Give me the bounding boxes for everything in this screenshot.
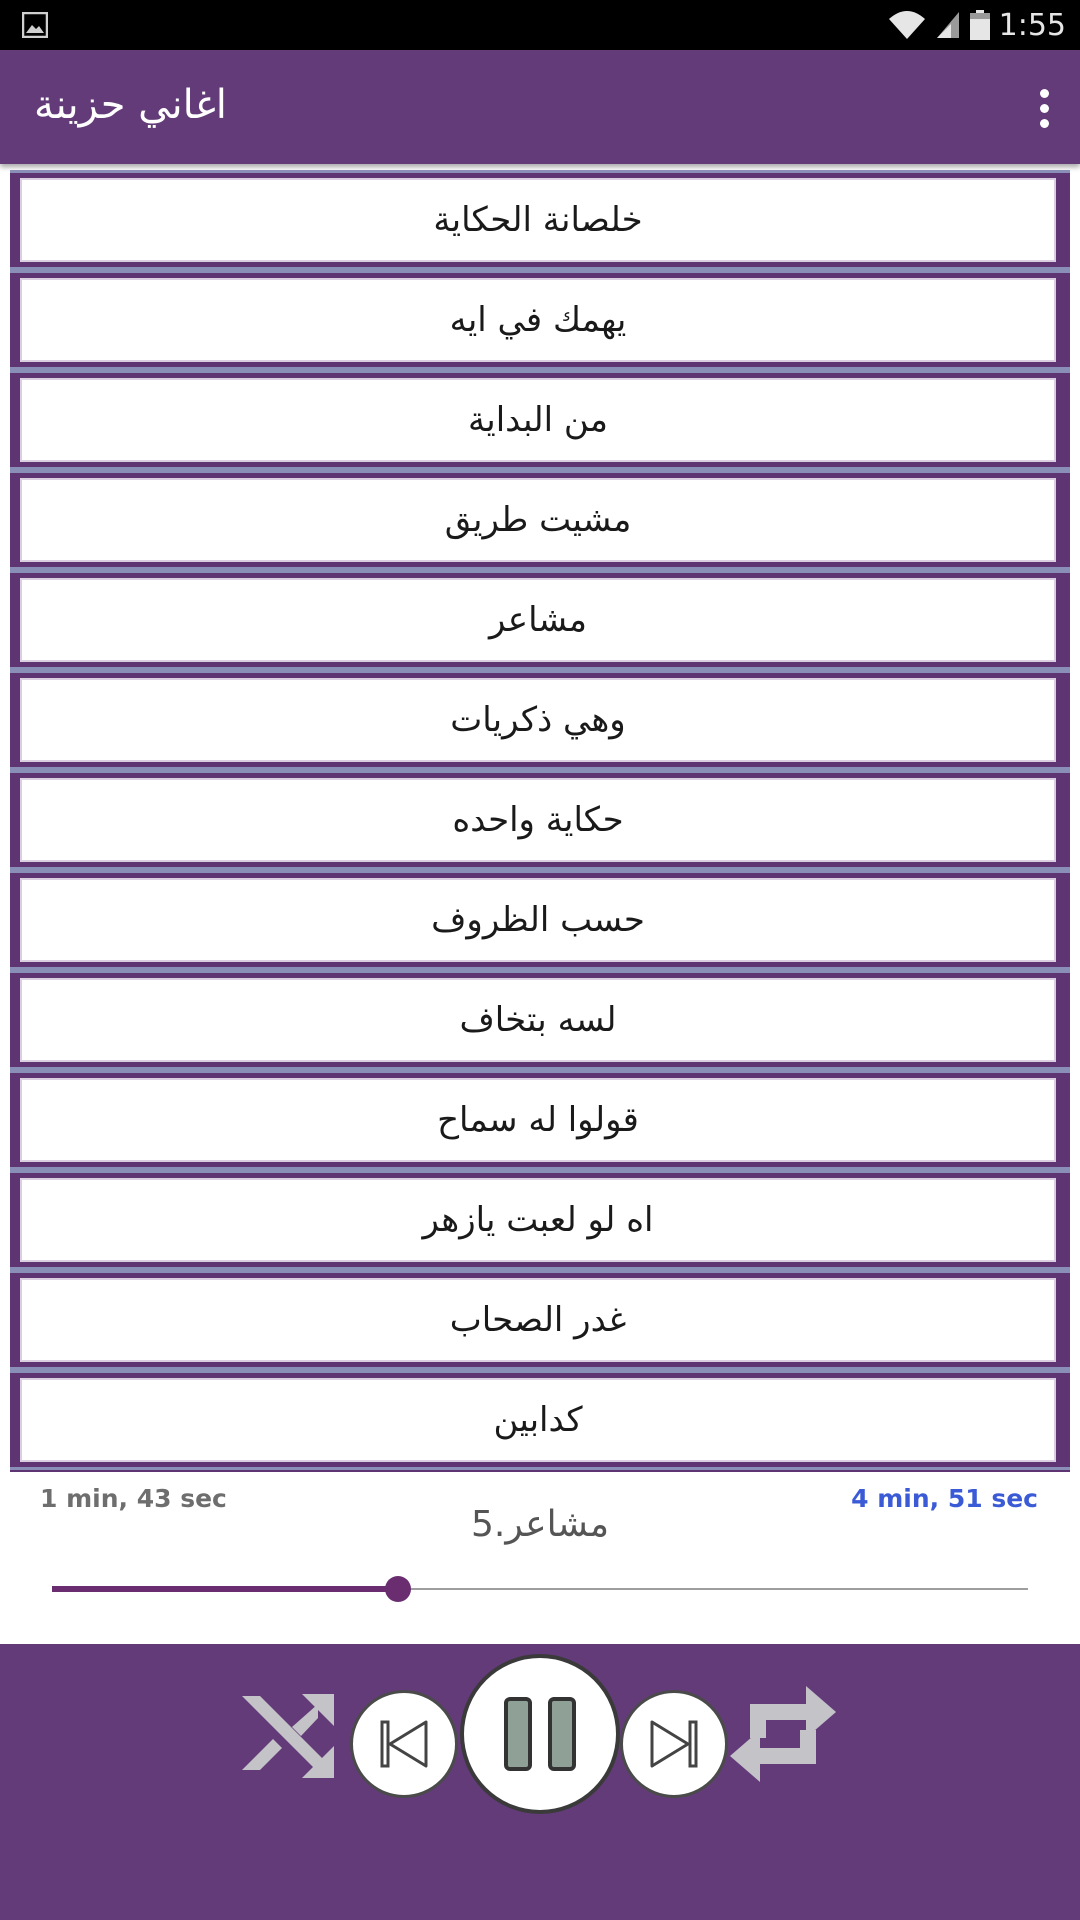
previous-button[interactable] xyxy=(350,1690,458,1798)
play-pause-button[interactable] xyxy=(460,1654,620,1814)
song-list-item[interactable] xyxy=(10,470,1070,570)
image-notification-icon xyxy=(22,12,48,38)
song-list-item[interactable] xyxy=(10,1070,1070,1170)
song-title[interactable]: حسب الظروف xyxy=(20,878,1056,962)
song-title[interactable]: خلصانة الحكاية xyxy=(20,178,1056,262)
song-title[interactable]: مشاعر xyxy=(20,578,1056,662)
skip-previous-icon xyxy=(378,1718,430,1770)
song-list-item[interactable] xyxy=(10,370,1070,470)
total-time: 4 min, 51 sec xyxy=(851,1484,1038,1513)
song-list-item[interactable] xyxy=(10,670,1070,770)
song-list-item[interactable] xyxy=(10,970,1070,1070)
now-playing-title: 5.مشاعر xyxy=(470,1504,610,1545)
song-list-item[interactable] xyxy=(10,1370,1070,1470)
overflow-menu-button[interactable] xyxy=(1026,80,1062,136)
app-title: اغاني حزينة xyxy=(34,82,227,128)
skip-next-icon xyxy=(648,1718,700,1770)
pause-icon xyxy=(502,1695,578,1773)
song-list-item[interactable] xyxy=(10,570,1070,670)
song-list-item[interactable] xyxy=(10,1170,1070,1270)
wifi-icon xyxy=(887,9,927,41)
song-title[interactable]: مشيت طريق xyxy=(20,478,1056,562)
cell-signal-icon xyxy=(935,10,961,40)
status-icons xyxy=(887,0,1066,50)
menu-dot xyxy=(1040,119,1049,128)
battery-icon xyxy=(969,9,991,41)
shuffle-icon[interactable] xyxy=(238,1690,338,1782)
song-list-item[interactable] xyxy=(10,1270,1070,1370)
song-list-item[interactable] xyxy=(10,270,1070,370)
seek-bar-progress xyxy=(52,1586,398,1592)
elapsed-time: 1 min, 43 sec xyxy=(40,1484,227,1513)
menu-dot xyxy=(1040,104,1049,113)
status-bar xyxy=(0,0,1080,50)
song-title[interactable]: اه لو لعبت يازهر xyxy=(20,1178,1056,1262)
app-bar xyxy=(0,50,1080,164)
song-title[interactable]: غدر الصحاب xyxy=(20,1278,1056,1362)
seek-bar[interactable] xyxy=(52,1588,1028,1590)
song-title[interactable]: كدابين xyxy=(20,1378,1056,1462)
playback-controls xyxy=(0,1644,1080,1920)
song-title[interactable]: يهمك في ايه xyxy=(20,278,1056,362)
song-list-item[interactable] xyxy=(10,170,1070,270)
song-list-item[interactable] xyxy=(10,870,1070,970)
song-title[interactable]: وهي ذكريات xyxy=(20,678,1056,762)
song-title[interactable]: لسه بتخاف xyxy=(20,978,1056,1062)
next-button[interactable] xyxy=(620,1690,728,1798)
song-list[interactable] xyxy=(10,170,1070,1472)
song-title[interactable]: قولوا له سماح xyxy=(20,1078,1056,1162)
status-time: 1:55 xyxy=(998,7,1066,43)
menu-dot xyxy=(1040,89,1049,98)
repeat-icon[interactable] xyxy=(728,1682,838,1786)
seek-bar-thumb[interactable] xyxy=(385,1576,411,1602)
song-title[interactable]: حكاية واحده xyxy=(20,778,1056,862)
song-list-item[interactable] xyxy=(10,770,1070,870)
song-title[interactable]: من البداية xyxy=(20,378,1056,462)
